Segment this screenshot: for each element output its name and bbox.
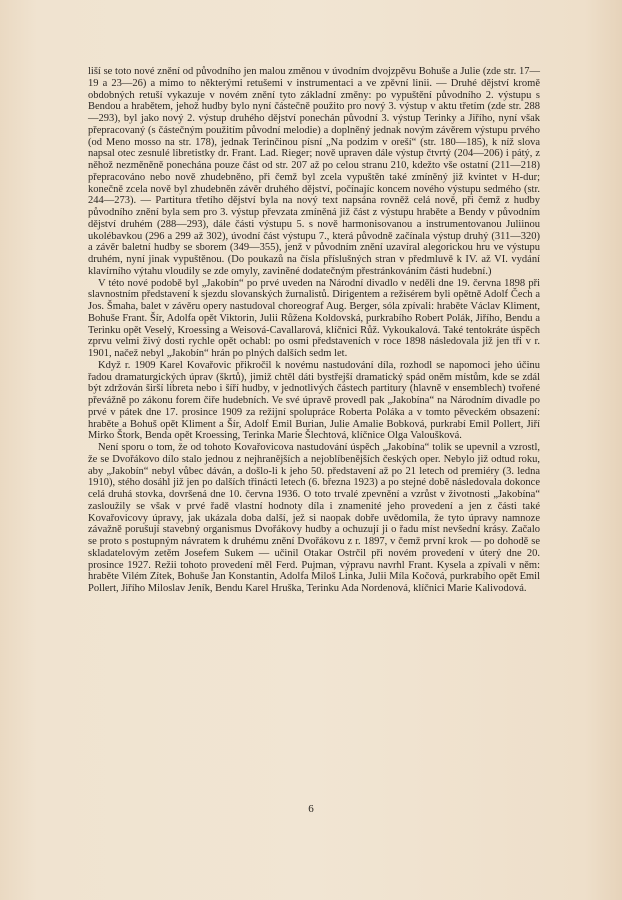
paragraph-2: V této nové podobě byl „Jakobín“ po prvé uveden na Národní divadlo v neděli dne 19. června 1898 při slavnostním představení k sjezdu slovanských žurnalistů. Dirigentem a režisérem byli opětně Adolf Čech a Jos. Šmaha, balet v závěru opery nastudoval choreograf Aug. Berger, sóla zpívali: hraběte Václav Kliment, Bohuše Frant. Šír, Adolfa opět Viktorin, Julii Růžena Koldovská, purkrabího Robert Polák, Jiřího, Bendu a Terinku opět Veselý, Kroessing a Weisová-Cavallarová, klíčnici Růž. Vykoukalová. Také tentokráte úspěch zprvu velmi živý dosti rychle opět ochabl: po osmi představeních v roce 1898 následovala již jen tři v r. 1901, načež nebyl „Jakobín“ hrán po plných dalších sedm let. (88, 277, 540, 359)
paragraph-3: Když r. 1909 Karel Kovařovic přikročil k novému nastudování díla, rozhodl se napomoci jeho účinu řadou dramaturgických úprav (škrtů), jimiž chtěl dáti bystřejší dramatický spád oněm místům, kde se zdál být zdržován širší libreta nebo i šíří hudby, v jednotlivých částech partitury (hlavně v ensemblech) tvořené převážně po zákonu forem čiře hudebních. Ve své úpravě provedl pak „Jakobína“ na Národním divadle po prvé v pátek dne 17. prosince 1909 za režijní spolupráce Roberta Poláka a v tomto pěveckém obsazení: hraběte a Bohuš opět Kliment a Šír, Adolf Emil Burian, Julie Amalie Bobková, purkrabí Emil Pollert, Jiří Mirko Štork, Benda opět Kroessing, Terinka Marie Šlechtová, klíčnice Olga Valoušková. (88, 359, 540, 442)
body-text (88, 66, 540, 595)
paragraph-1: liší se toto nové znění od původního jen malou změnou v úvodním dvojzpěvu Bohuše a Julie (zde str. 17—19 a 23—26) a mimo to některými retušemi v instrumentaci a ve zpěvní linii. — Druhé dějství kromě obdobných retuší vykazuje v novém znění tyto základní změny: po vypuštění původního 2. výstupu s Bendou a hrabětem, jehož hudby bylo nyní částečně použito pro nový 3. výstup v aktu třetím (zde str. 288—293), byl jako nový 2. výstup druhého dějství ponechán původní 3. výstup Terinky a Jiřího, nyní však přepracovaný (s částečným použitím původní melodie) a doplněný jednak novým závěrem výstupu prvého (od Meno mosso na str. 178), jednak Terinčinou písní „Na podzim v oreší“ (str. 180—185), k níž slova napsal otec zesnulé libretistky dr. Frant. Lad. Rieger; nově upraven dále výstup čtvrtý (204—206) i pátý, z něhož nezměněně ponechána pouze část od str. 207 až po celou stranu 210, kdežto vše ostatní (211—218) přepracováno nebo nově zhudebněno, při čemž byl zcela vypuštěn také zmíněný již kvintet v H-dur; konečně zcela nově byl zhudebněn závěr druhého dějství, počínajíc koncem nového výstupu sedmého (str. 244—273). — Partitura třetího dějství byla na nový text napsána rovněž celá nově, při čemž z hudby původního znění byla sem pro 3. výstup převzata zmíněná již část z výstupu hraběte a Bendy v původním dějství druhém (288—293), dále části výstupu 5. s nově harmonisovanou a instrumentovanou Juliinou ukolébavkou (296 a 299 až 302), úvodní část výstupu 7., která původně začínala výstup druhý (311—320) a závěr baletní hudby se sborem (349—355), jenž v původním znění uzavíral alegorickou hru ve výstupu druhém, nyní jinak vypuštěnou. (Do poukazů na čísla příslušných stran v předmluvě k IV. až VI. vydání klavírního výtahu vloudily se zde omyly, zaviněné dodatečným přestránkováním části hudební.) (88, 66, 540, 277)
page-number: 6 (308, 803, 314, 815)
paragraph-4: Není sporu o tom, že od tohoto Kovařovicova nastudování úspěch „Jakobína“ tolik se upevnil a vzrostl, že se Dvořákovo dílo stalo jednou z nejhranějších a nejoblíbenějších českých oper. Nebylo již odtud roku, aby „Jakobín“ nebyl vůbec dáván, a došlo-li k jeho 50. představení až po 21 letech od premiéry (3. ledna 1910), stého dosáhl již jen po dalších třinácti letech (6. března 1923) a po stejné době následovala dokonce celá druhá stovka, dovršená dne 10. června 1936. O toto trvalé zpevnění a vzrůst v životnosti „Jakobína“ zasloužily se však v prvé řadě vlastní hodnoty díla i znamenité jeho provedení a jen z části také Kovařovicovy úpravy, jak ukázala doba další, jež si naopak dobře uvědomila, že tyto úpravy namnoze závažně porušují stavebný organismus Dvořákovy hudby a ochuzují ji o řadu míst nevšední krásy. Začalo se proto s postupným návratem k druhému znění Dvořákovu z r. 1897, v čemž první krok — po dohodě se skladatelovým zetěm Josefem Sukem — učinil Otakar Ostrčil při novém provedení v úterý dne 20. prosince 1927. Režii tohoto provedení měl Ferd. Pujman, výpravu navrhl Frant. Kysela a zpívali v něm: hraběte Vilém Zítek, Bohuše Jan Konstantin, Adolfa Miloš Linka, Julii Míla Kočová, purkrabího opět Emil Pollert, Jiřího Miloslav Jeník, Bendu Karel Hruška, Terinku Ada Nordenová, klíčnici Marie Kalivodová. (88, 442, 540, 594)
